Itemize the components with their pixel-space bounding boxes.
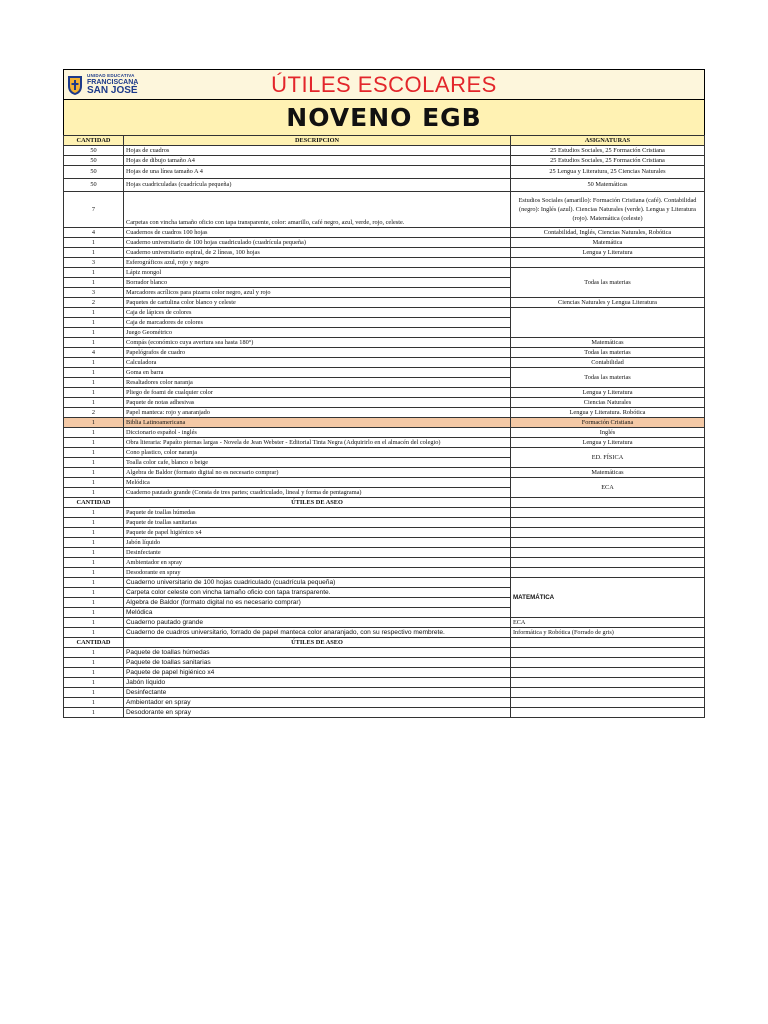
subject-cell: Matemática — [511, 238, 705, 248]
qty-cell: 1 — [64, 358, 124, 368]
subject-cell: ED. FÍSICA — [511, 448, 705, 468]
description-cell: Carpetas con vincha tamaño oficio con tapa transparente, color: amarillo, café negro, azul, verde, rojo, celeste. — [124, 192, 511, 228]
qty-cell: 1 — [64, 518, 124, 528]
table-row — [64, 248, 705, 258]
table-row — [64, 648, 705, 658]
qty-cell: 50 — [64, 146, 124, 156]
qty-cell: 1 — [64, 368, 124, 378]
description-cell: Hojas cuadriculadas (cuadrícula pequeña) — [124, 179, 511, 192]
subject-cell — [511, 558, 705, 568]
description-cell: Desodorante en spray — [124, 708, 511, 718]
qty-cell: 2 — [64, 298, 124, 308]
description-cell: Cuaderno de cuadros universitario, forrado de papel manteca color anaranjado, con su respectivo membrete. — [124, 628, 511, 638]
description-cell: Compás (económico cuya avertura sea hasta 180°) — [124, 338, 511, 348]
qty-cell: 1 — [64, 428, 124, 438]
qty-cell: 50 — [64, 166, 124, 179]
page-title: ÚTILES ESCOLARES — [271, 72, 497, 97]
qty-cell: 1 — [64, 528, 124, 538]
table-row — [64, 428, 705, 438]
subject-cell: 25 Estudios Sociales, 25 Formación Cristiana — [511, 156, 705, 166]
section-title: ÚTILES DE ASEO — [124, 638, 511, 648]
qty-cell: 1 — [64, 478, 124, 488]
table-row — [64, 408, 705, 418]
qty-cell: 1 — [64, 468, 124, 478]
qty-cell: 1 — [64, 388, 124, 398]
header-title-band — [64, 70, 704, 100]
subject-cell — [511, 518, 705, 528]
qty-cell: 1 — [64, 618, 124, 628]
qty-cell: 1 — [64, 508, 124, 518]
subject-cell: ECA — [511, 618, 705, 628]
description-cell: Toalla color cafe, blanco o beige — [124, 458, 511, 468]
subject-cell: Formación Cristiana — [511, 418, 705, 428]
description-cell: Jabón líquido — [124, 678, 511, 688]
table-row — [64, 228, 705, 238]
qty-cell: 1 — [64, 418, 124, 428]
subject-cell: Lengua y Literatura — [511, 248, 705, 258]
qty-cell: 1 — [64, 248, 124, 258]
qty-cell: 1 — [64, 608, 124, 618]
description-cell: Calculadora — [124, 358, 511, 368]
qty-cell: 1 — [64, 438, 124, 448]
description-cell: Marcadores acrílicos para pizarra color negro, azul y rojo — [124, 288, 511, 298]
subject-cell — [511, 548, 705, 558]
qty-cell: 1 — [64, 708, 124, 718]
logo-line-3: SAN JOSÉ — [87, 84, 138, 96]
qty-cell: 1 — [64, 328, 124, 338]
qty-cell: 1 — [64, 578, 124, 588]
table-row — [64, 358, 705, 368]
description-cell: Resaltadores color naranja — [124, 378, 511, 388]
description-cell: Cuaderno universitario espiral, de 2 líneas, 100 hojas — [124, 248, 511, 258]
subject-cell: MATEMÁTICA — [511, 578, 705, 618]
qty-cell: 1 — [64, 678, 124, 688]
description-cell: Cuadernos de cuadros 100 hojas — [124, 228, 511, 238]
description-cell: Papelógrafos de cuadro — [124, 348, 511, 358]
qty-cell: 1 — [64, 398, 124, 408]
description-cell: Pliego de foami de cualquier color — [124, 388, 511, 398]
description-cell: Carpeta color celeste con vincha tamaño oficio con tapa transparente. — [124, 588, 511, 598]
table-row — [64, 438, 705, 448]
table-row — [64, 338, 705, 348]
subject-cell — [511, 668, 705, 678]
subject-cell: 50 Matemáticas — [511, 179, 705, 192]
section-header-row — [64, 498, 705, 508]
description-cell: Cuaderno universitario de 100 hojas cuadriculado (cuadrícula pequeña) — [124, 238, 511, 248]
qty-cell: 2 — [64, 408, 124, 418]
subject-cell — [511, 258, 705, 268]
description-cell: Paquete de toallas sanitarias — [124, 518, 511, 528]
description-cell: Melódica — [124, 478, 511, 488]
qty-cell: 1 — [64, 598, 124, 608]
table-row — [64, 618, 705, 628]
table-row — [64, 658, 705, 668]
description-cell: Caja de lápices de colores — [124, 308, 511, 318]
subject-cell — [511, 308, 705, 338]
subject-cell: Inglés — [511, 428, 705, 438]
table-row — [64, 678, 705, 688]
column-header-subj: ASIGNATURAS — [511, 136, 705, 146]
subject-cell: Todas las materias — [511, 348, 705, 358]
table-row — [64, 468, 705, 478]
description-cell: Juego Geométrico — [124, 328, 511, 338]
table-row — [64, 166, 705, 179]
qty-cell: 1 — [64, 628, 124, 638]
sheet-header — [63, 69, 705, 135]
subject-cell — [511, 498, 705, 508]
table-row — [64, 688, 705, 698]
description-cell: Hojas de dibujo tamaño A4 — [124, 156, 511, 166]
subject-cell: Ciencias Naturales y Lengua Literatura — [511, 298, 705, 308]
table-row — [64, 538, 705, 548]
qty-cell: 3 — [64, 288, 124, 298]
grade-title: NOVENO EGB — [286, 103, 482, 132]
description-cell: Jabón líquido — [124, 538, 511, 548]
description-cell: Desinfectante — [124, 548, 511, 558]
qty-cell: 1 — [64, 308, 124, 318]
subject-cell — [511, 538, 705, 548]
qty-cell: 7 — [64, 192, 124, 228]
table-row — [64, 568, 705, 578]
qty-cell: 4 — [64, 228, 124, 238]
column-header-qty: CANTIDAD — [64, 498, 124, 508]
subject-cell: 25 Estudios Sociales, 25 Formación Cristiana — [511, 146, 705, 156]
table-row — [64, 558, 705, 568]
qty-cell: 1 — [64, 278, 124, 288]
table-row — [64, 238, 705, 248]
table-row — [64, 179, 705, 192]
qty-cell: 50 — [64, 179, 124, 192]
supplies-sheet — [63, 69, 704, 718]
table-row — [64, 418, 705, 428]
logo-line-2: FRANCISCANA — [87, 78, 139, 86]
description-cell: Cono plastico, color naranja — [124, 448, 511, 458]
table-row — [64, 698, 705, 708]
table-header-row — [64, 136, 705, 146]
qty-cell: 1 — [64, 458, 124, 468]
qty-cell: 1 — [64, 238, 124, 248]
description-cell: Obra literaria: Papaíto piernas largas - Novela de Jean Webster - Editorial Tinta Negra (Adquirirlo en el almacén del colegio) — [124, 438, 511, 448]
subject-cell: Todas las materias — [511, 368, 705, 388]
qty-cell: 1 — [64, 268, 124, 278]
description-cell: Papel manteca: rojo y anaranjado — [124, 408, 511, 418]
table-row — [64, 156, 705, 166]
table-row — [64, 268, 705, 278]
section-header-row — [64, 638, 705, 648]
description-cell: Hojas de cuadros — [124, 146, 511, 156]
subject-cell — [511, 678, 705, 688]
table-row — [64, 478, 705, 488]
column-header-qty: CANTIDAD — [64, 638, 124, 648]
subject-cell: Contabilidad, Inglés, Ciencias Naturales, Robótica — [511, 228, 705, 238]
subject-cell — [511, 708, 705, 718]
qty-cell: 1 — [64, 538, 124, 548]
subject-cell: Matemáticas — [511, 468, 705, 478]
qty-cell: 1 — [64, 338, 124, 348]
qty-cell: 1 — [64, 488, 124, 498]
description-cell: Borrador blanco — [124, 278, 511, 288]
subject-cell: Lengua y Literatura — [511, 438, 705, 448]
column-header-qty: CANTIDAD — [64, 136, 124, 146]
table-row — [64, 528, 705, 538]
description-cell: Cuaderno pautado grande — [124, 618, 511, 628]
qty-cell: 1 — [64, 568, 124, 578]
table-row — [64, 308, 705, 318]
description-cell: Melódica — [124, 608, 511, 618]
description-cell: Paquete de toallas húmedas — [124, 648, 511, 658]
qty-cell: 50 — [64, 156, 124, 166]
table-row — [64, 388, 705, 398]
column-header-desc: DESCRIPCION — [124, 136, 511, 146]
table-row — [64, 548, 705, 558]
description-cell: Goma en barra — [124, 368, 511, 378]
qty-cell: 1 — [64, 548, 124, 558]
supplies-table — [63, 135, 705, 718]
subject-cell: Matemáticas — [511, 338, 705, 348]
table-row — [64, 628, 705, 638]
description-cell: Ambientador en spray — [124, 558, 511, 568]
qty-cell: 1 — [64, 588, 124, 598]
table-row — [64, 298, 705, 308]
subject-cell: Informática y Robótica (Forrado de gris) — [511, 628, 705, 638]
subject-cell — [511, 638, 705, 648]
table-row — [64, 508, 705, 518]
description-cell: Lápiz mongol — [124, 268, 511, 278]
description-cell: Algebra de Baldor (formato digital no es necesario comprar) — [124, 598, 511, 608]
section-title: ÚTILES DE ASEO — [124, 498, 511, 508]
qty-cell: 1 — [64, 318, 124, 328]
table-row — [64, 398, 705, 408]
description-cell: Ambientador en spray — [124, 698, 511, 708]
description-cell: Caja de marcadores de colores — [124, 318, 511, 328]
description-cell: Diccionario español - inglés — [124, 428, 511, 438]
qty-cell: 4 — [64, 348, 124, 358]
header-grade-band — [64, 100, 704, 135]
table-row — [64, 192, 705, 228]
subject-cell — [511, 508, 705, 518]
qty-cell: 1 — [64, 378, 124, 388]
description-cell: Paquete de toallas húmedas — [124, 508, 511, 518]
subject-cell — [511, 568, 705, 578]
subject-cell — [511, 658, 705, 668]
subject-cell: Ciencias Naturales — [511, 398, 705, 408]
table-row — [64, 448, 705, 458]
table-row — [64, 348, 705, 358]
subject-cell — [511, 698, 705, 708]
qty-cell: 1 — [64, 448, 124, 458]
logo-line-1: UNIDAD EDUCATIVA — [87, 73, 135, 79]
qty-cell: 1 — [64, 698, 124, 708]
description-cell: Algebra de Baldor (formato digital no es necesario comprar) — [124, 468, 511, 478]
description-cell: Cuaderno universitario de 100 hojas cuadriculado (cuadrícula pequeña) — [124, 578, 511, 588]
description-cell: Biblia Latinoamericana — [124, 418, 511, 428]
qty-cell: 1 — [64, 558, 124, 568]
description-cell: Desodorante en spray — [124, 568, 511, 578]
subject-cell — [511, 528, 705, 538]
qty-cell: 1 — [64, 648, 124, 658]
description-cell: Paquete de toallas sanitarias — [124, 658, 511, 668]
subject-cell — [511, 648, 705, 658]
qty-cell: 1 — [64, 658, 124, 668]
description-cell: Cuaderno pautado grande (Consta de tres partes; cuadriculado, lineal y forma de pentagrama) — [124, 488, 511, 498]
qty-cell: 1 — [64, 688, 124, 698]
subject-cell: Lengua y Literatura — [511, 388, 705, 398]
subject-cell: ECA — [511, 478, 705, 498]
description-cell: Paquete de papel higiénico x4 — [124, 668, 511, 678]
table-row — [64, 668, 705, 678]
qty-cell: 1 — [64, 668, 124, 678]
subject-cell: Lengua y Literatura. Robótica — [511, 408, 705, 418]
table-row — [64, 708, 705, 718]
table-row — [64, 368, 705, 378]
table-row — [64, 146, 705, 156]
subject-cell — [511, 688, 705, 698]
description-cell: Desinfectante — [124, 688, 511, 698]
subject-cell: Contabilidad — [511, 358, 705, 368]
description-cell: Paquete de papel higiénico x4 — [124, 528, 511, 538]
table-row — [64, 518, 705, 528]
qty-cell: 3 — [64, 258, 124, 268]
description-cell: Hojas de una línea tamaño A 4 — [124, 166, 511, 179]
description-cell: Esferográficos azul, rojo y negro — [124, 258, 511, 268]
subject-cell: 25 Lengua y Literatura, 25 Ciencias Naturales — [511, 166, 705, 179]
description-cell: Paquetes de cartulina color blanco y celeste — [124, 298, 511, 308]
subject-cell: Todas las materias — [511, 268, 705, 298]
table-row — [64, 578, 705, 588]
subject-cell: Estudios Sociales (amarillo): Formación Cristiana (café). Contabilidad (negro): Inglés (azul). Ciencias Naturales (verde). Lengua y Literatura (rojo). Matemática (celeste) — [511, 192, 705, 228]
description-cell: Paquete de notas adhesivas — [124, 398, 511, 408]
table-row — [64, 258, 705, 268]
